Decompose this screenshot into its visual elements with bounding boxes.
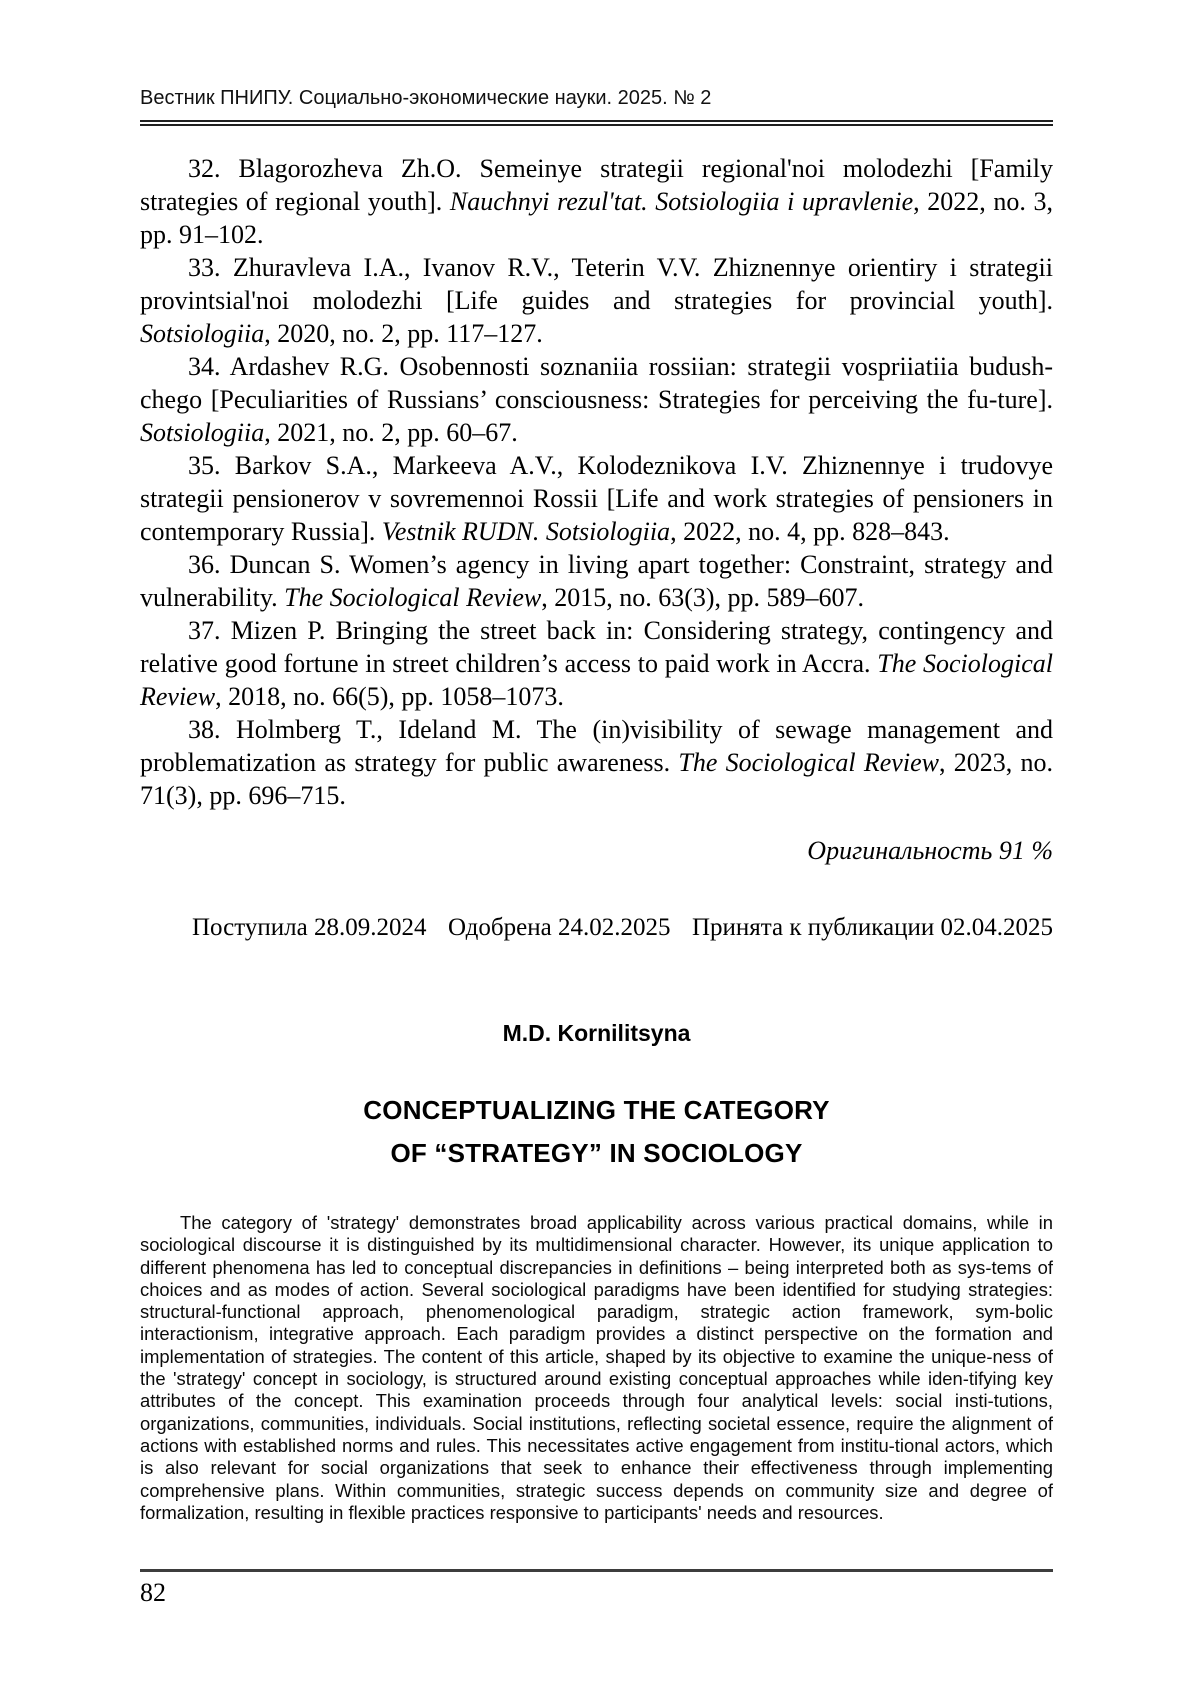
date-accepted: Принята к публикации 02.04.2025 [691, 914, 1053, 941]
originality-note: Оригинальность 91 % [807, 836, 1053, 865]
footer-divider [140, 1569, 1053, 1572]
article-title [140, 1095, 1053, 1168]
journal-running-head: Вестник ПНИПУ. Социально-экономические науки. 2025. № 2 [140, 86, 1053, 126]
article-author: M.D. Kornilitsyna [502, 1020, 691, 1046]
reference-item-33: 33. Zhuravleva I.A., Ivanov R.V., Teterin V.V. Zhiznennye orientiry i strategii provintsial'noi molodezhi [Life guides and strategies for provincial youth]. Sotsiologiia, 2020, no. 2, pp. 117–127. [140, 253, 1053, 348]
page-header [140, 86, 1053, 126]
date-received: Поступила 28.09.2024 [192, 914, 427, 941]
reference-item-37: 37. Mizen P. Bringing the street back in: Considering strategy, contingency and relative good fortune in street children’s access to paid work in Accra. The Sociological Review, 2018, no. 66(5), pp. 1058–1073. [140, 616, 1053, 711]
reference-item-38: 38. Holmberg T., Ideland M. The (in)visibility of sewage management and problematization as strategy for public awareness. The Sociological Review, 2023, no. 71(3), pp. 696–715. [140, 715, 1054, 810]
article-title-line-2: OF “STRATEGY” IN SOCIOLOGY [390, 1138, 803, 1168]
article-abstract: The category of 'strategy' demonstrates broad applicability across various practical domains, while in sociological discourse it is distinguished by its multidimensional character. However, its unique application to different phenomena has led to conceptual discrepancies in definitions – being interpreted both as sys-tems of choices and as modes of action. Several sociological paradigms have been identified for studying strategies: structural-functional approach, phenomenological paradigm, strategic action framework, sym-bolic interactionism, integrative approach. Each paradigm provides a distinct perspective on the formation and implementation of strategies. The content of this article, shaped by its objective to examine the unique-ness of the 'strategy' concept in sociology, is structured around existing conceptual approaches while iden-tifying key attributes of the concept. This examination proceeds through four analytical levels: social insti-tutions, organizations, communities, individuals. Social institutions, reflecting societal essence, require the alignment of actions with established norms and rules. This necessitates active engagement from institu-tional actors, which is also relevant for social organizations that seek to enhance their effectiveness through implementing comprehensive plans. Within communities, strategic success depends on community size and degree of formalization, resulting in flexible practices responsive to participants' needs and resources. [140, 1212, 1053, 1523]
reference-item-34: 34. Ardashev R.G. Osobennosti soznaniia rossiian: strategii vospriiatiia budush-chego [Peculiarities of Russians’ consciousness: Strategies for perceiving the fu-ture]. Sotsiologiia, 2021, no. 2, pp. 60–67. [140, 352, 1053, 447]
manuscript-dates [140, 911, 1053, 944]
article-title-line-1: CONCEPTUALIZING THE CATEGORY [363, 1095, 830, 1125]
references-list [140, 152, 1053, 812]
reference-item-36: 36. Duncan S. Women’s agency in living apart together: Constraint, strategy and vulnerability. The Sociological Review, 2015, no. 63(3), pp. 589–607. [140, 550, 1053, 612]
reference-item-32: 32. Blagorozheva Zh.O. Semeinye strategii regional'noi molodezhi [Family strategies of regional youth]. Nauchnyi rezul'tat. Sotsiologiia i upravlenie, 2022, no. 3, pp. 91–102. [140, 154, 1054, 249]
date-approved: Одобрена 24.02.2025 [447, 914, 671, 941]
page-number: 82 [140, 1578, 166, 1608]
reference-item-35: 35. Barkov S.A., Markeeva A.V., Kolodeznikova I.V. Zhiznennye i trudovye strategii pensionerov v sovremennoi Rossii [Life and work strategies of pensioners in contemporary Russia]. Vestnik RUDN. Sotsiologiia, 2022, no. 4, pp. 828–843. [140, 451, 1053, 546]
